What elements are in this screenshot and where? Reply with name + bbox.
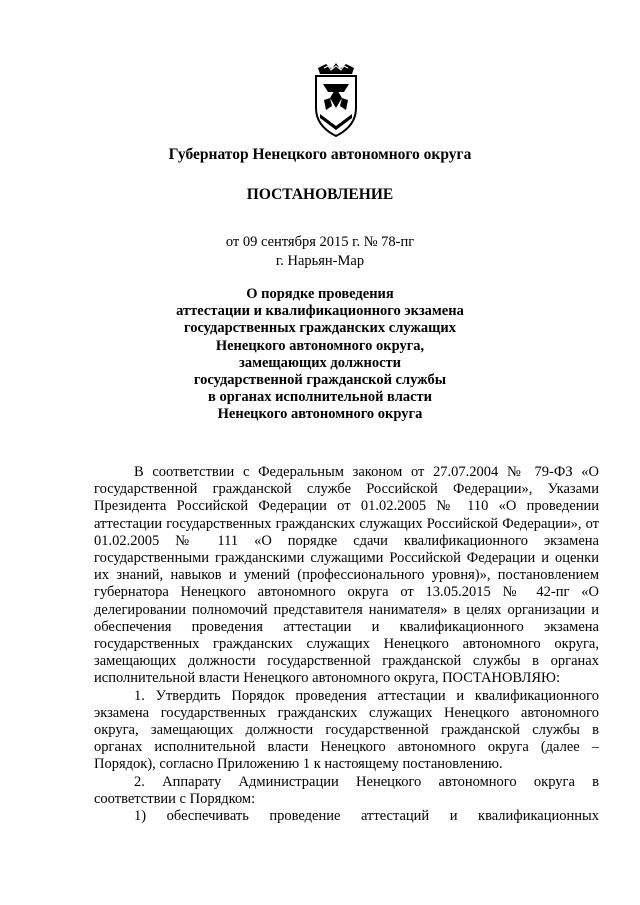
issuing-authority: Губернатор Ненецкого автономного округа — [168, 146, 472, 163]
clause-2-paragraph: 2. Аппарату Администрации Ненецкого автономного округа в соответствии с Порядком: — [94, 773, 599, 807]
subject-line: О порядке проведения — [246, 286, 394, 302]
document-place: г. Нарьян-Мар — [275, 253, 365, 269]
document-date-number: от 09 сентября 2015 г. № 78-пг — [225, 234, 415, 250]
subject-line: государственных гражданских служащих — [183, 320, 457, 337]
clause-2-1-paragraph: 1) обеспечивать проведение аттестаций и квалификационных — [134, 808, 599, 825]
coat-of-arms-emblem — [296, 60, 376, 140]
subject-line: замещающих должности — [239, 354, 401, 371]
subject-line: Ненецкого автономного округа, — [215, 337, 425, 354]
subject-line: аттестации и квалификационного экзамена — [176, 303, 464, 320]
subject-line: Ненецкого автономного округа — [217, 406, 423, 423]
document-body — [94, 464, 599, 825]
subject-line: в органах исполнительной власти — [207, 389, 432, 406]
preamble-paragraph: В соответствии с Федеральным законом от 27.07.2004 № 79-ФЗ «О государственной гражданской службе Российской Федерации», Указами Президента Российской Федерации от 01.02.2005 № 110 «О проведении аттестации государственных гражданских служащих Российской Федерации», от 01.02.2005 № 111 «О порядке сдачи квалификационного экзамена государственными гражданскими служащими Российской Федерации и оценки их знаний, навыков и умений (профессионального уровня)», постановлением губернатора Ненецкого автономного округа от 13.05.2015 № 42-пг «О делегировании полномочий представителя нанимателя» в целях организации и обеспечения проведения аттестации и квалификационного экзамена государственных гражданских служащих Ненецкого автономного округа, замещающих должности государственной гражданской службы в органах исполнительной власти Ненецкого автономного округа, ПОСТАНОВЛЯЮ: — [94, 464, 599, 687]
subject-line: государственной гражданской службы — [193, 372, 447, 389]
document-subject — [0, 286, 640, 424]
document-type-heading: ПОСТАНОВЛЕНИЕ — [246, 186, 394, 203]
clause-1-paragraph: 1. Утвердить Порядок проведения аттестации и квалификационного экзамена государственных гражданских служащих Ненецкого автономного округа, замещающих должности государственной гражданской службы в органах исполнительной власти Ненецкого автономного округа (далее – Порядок), согласно Приложению 1 к настоящему постановлению. — [94, 687, 599, 773]
